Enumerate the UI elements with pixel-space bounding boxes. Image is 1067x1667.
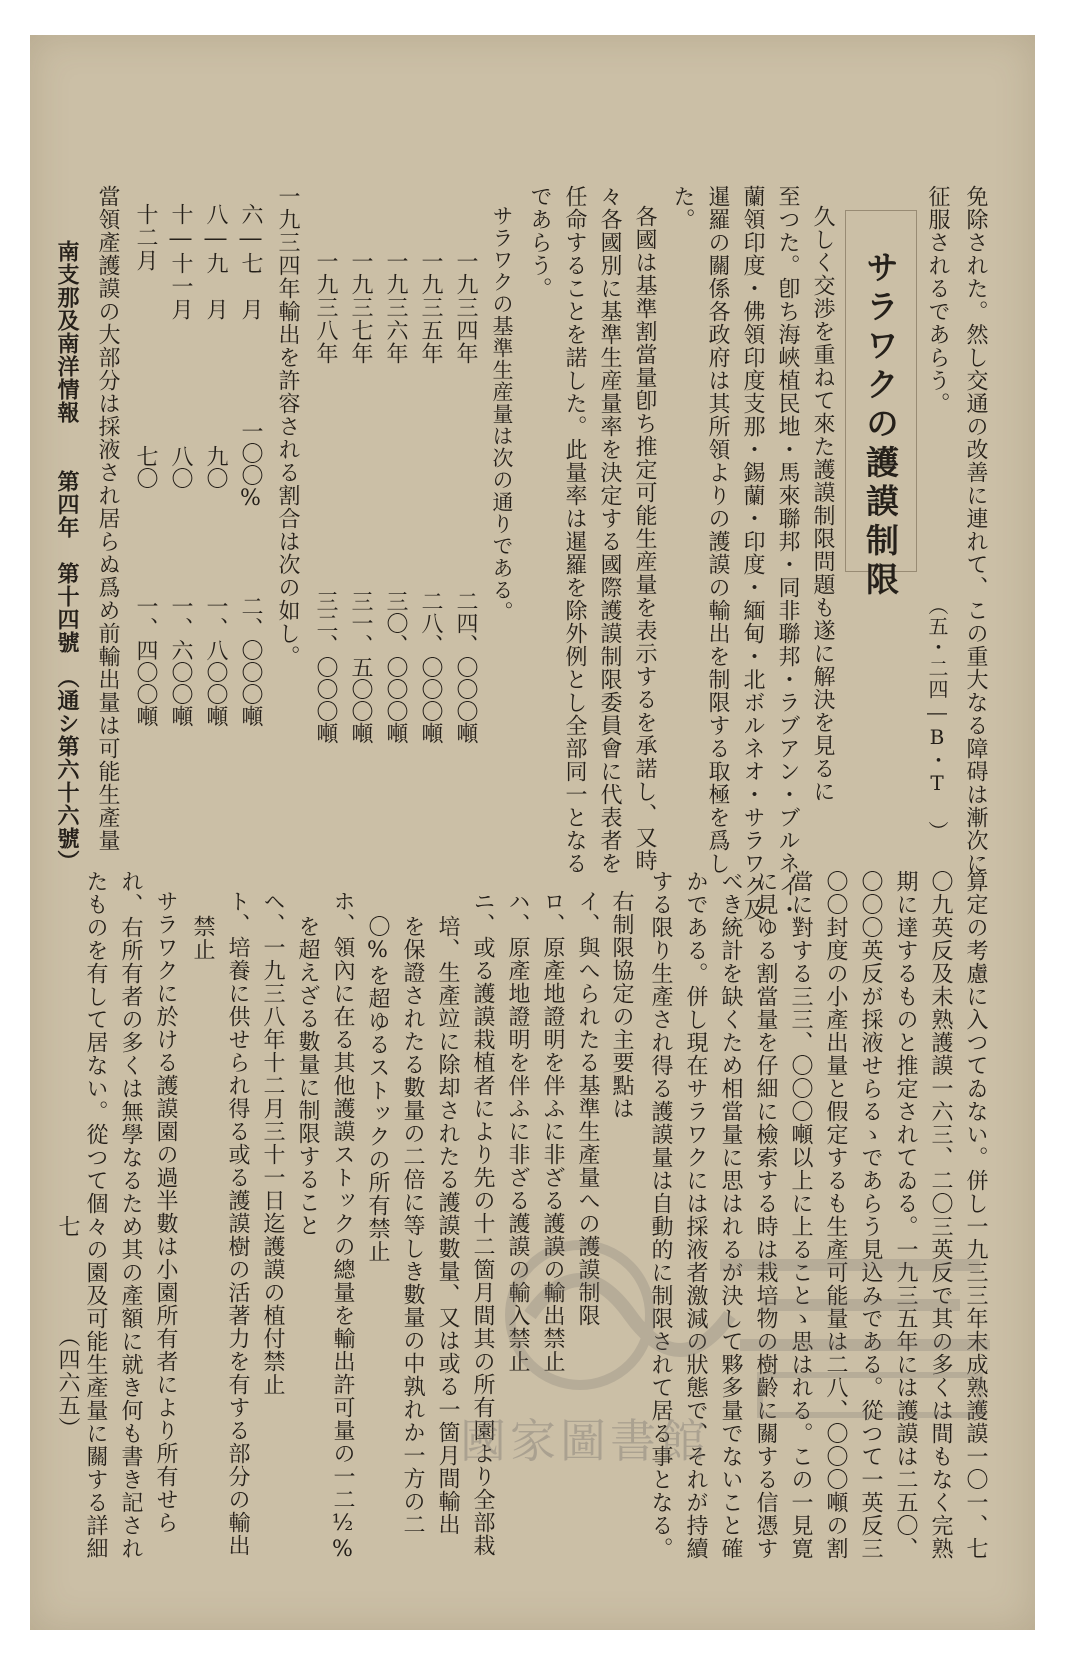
- ratio-pct-2: 九〇: [203, 445, 228, 489]
- ratio-period-4: 十二月: [133, 203, 158, 272]
- rule-ro: ロ、原產地證明を伴ふに非ざる護謨の輸出禁止: [540, 890, 565, 1373]
- ratio-pct-3: 八〇: [168, 445, 193, 489]
- rules-heading: 右制限協定の主要點は: [609, 890, 634, 1120]
- rule-ni-line-2: 培、生產竝に除却されたる護謨數量、又は或る一箇月間輸出: [435, 915, 460, 1536]
- base-year-1935: 一九三五年: [418, 250, 443, 365]
- para2-line-3: 任命することを諾した。此量率は暹羅を除外例とし全部同一となる: [562, 185, 587, 875]
- left-lower-line-1: サラワクに於ける護謨園の過半數は小園所有者により所有せら: [153, 890, 178, 1534]
- left-line-10: する限り生產され得る護謨量は自動的に制限されて居る事となる。: [648, 870, 673, 1560]
- ratio-period-2: 八―九 月: [203, 203, 228, 321]
- source-reference: （五・二四―B・T ）: [925, 595, 949, 842]
- ratio-amount-3: 一、六〇〇噸: [168, 595, 193, 727]
- base-year-1937: 一九三七年: [348, 250, 373, 365]
- para1-line-3: 蘭領印度・佛領印度支那・錫蘭・印度・緬甸・北ボルネオ・サラワク及: [740, 185, 765, 921]
- base-year-1934: 一九三四年: [453, 250, 478, 365]
- rule-to-line-2: 禁止: [190, 915, 215, 961]
- ratio-pct-4: 七〇: [133, 445, 158, 489]
- left-line-8: べき統計を缺くため相當量に思はれるが決して夥多量でないこと確: [718, 870, 743, 1560]
- ratio-amount-4: 一、四〇〇噸: [133, 595, 158, 727]
- ratio-period-1: 六―七 月: [238, 203, 263, 321]
- left-line-5: 〇〇封度の小產出量と假定するも生產可能量は二八、〇〇〇噸の割: [823, 870, 848, 1560]
- left-line-4: 〇〇〇英反が採液せらるゝであらう見込みである。從つて一英反三: [858, 870, 883, 1560]
- issue-info: 第四年 第十四號 （通シ第六十六號）: [54, 470, 80, 873]
- base-intro: サラワクの基準生産量は次の通りである。: [490, 205, 514, 623]
- para2-line-4: であらう。: [527, 185, 552, 300]
- ratio-amount-1: 二、〇〇〇噸: [238, 595, 263, 727]
- rule-he: ヘ、一九三八年十二月三十一日迄護謨の植付禁止: [260, 890, 285, 1396]
- base-amount-1937: 三一、五〇〇噸: [348, 590, 373, 744]
- left-line-2: 〇九英反及未熟護謨一六三、二〇三英反で其の多くは間もなく完熟: [928, 870, 953, 1560]
- left-line-7: に見ゆる割當量を仔細に檢索する時は栽培物の樹齡に關する信憑す: [753, 870, 778, 1560]
- rule-i: イ、與へられたる基準生產量への護謨制限: [575, 890, 600, 1327]
- para1-line-5: た。: [670, 185, 695, 231]
- left-line-6: 當に對する三三、〇〇〇噸以上に上ることゝ思はれる。この一見寛: [788, 870, 813, 1560]
- rule-to-line-1: ト、培養に供せられ得る或る護謨樹の活著力を有する部分の輸出: [225, 890, 250, 1557]
- left-line-9: かである。併し現在サラワクには採液者激減の狀態で、それが持續: [683, 870, 708, 1560]
- left-line-3: 期に達するものと推定されてゐる。一九三五年には護謨は二五〇、: [893, 870, 918, 1560]
- para2-line-1: 各國は基準割當量卽ち推定可能生産量を表示するを承諾し、又時: [632, 205, 657, 872]
- para1-line-1: 久しく交渉を重ねて來た護謨制限問題も遂に解決を見るに: [810, 205, 835, 803]
- base-amount-1935: 二八、〇〇〇噸: [418, 590, 443, 744]
- base-amount-1938: 三二、〇〇〇噸: [313, 590, 338, 744]
- left-lower-line-3: たものを有して居ない。從つて個々の園及可能生產量に關する詳細: [83, 870, 108, 1560]
- left-lower-line-2: れ、右所有者の多くは無學なるため其の產額に就き何も書き記され: [118, 870, 143, 1560]
- magazine-title: 南支那及南洋情報: [54, 240, 80, 424]
- para2-line-2: 々各國別に基準生産量率を決定する國際護謨制限委員會に代表者を: [597, 185, 622, 875]
- rule-ni-line-1: ニ、或る護謨栽植者により先の十二箇月間其の所有園より全部栽: [470, 890, 495, 1557]
- rule-ho-line-2: を超えざる數量に制限すること: [295, 915, 320, 1237]
- para1-line-2: 至つた。卽ち海峽植民地・馬來聯邦・同非聯邦・ラブアン・ブルネイ・: [775, 185, 800, 921]
- document-page: [30, 35, 1035, 1630]
- rule-ni-line-4: 〇%を超ゆるストックの所有禁止: [365, 915, 390, 1263]
- ratio-pct-1: 一〇〇%: [238, 420, 263, 511]
- left-line-1: 算定の考慮に入つてゐない。併し一九三三年末成熟護謨一〇一、七: [963, 870, 988, 1560]
- export-note-line: 當領產護謨の大部分は採液され居らぬ爲め前輸出量は可能生產量: [95, 185, 120, 852]
- base-amount-1936: 三〇、〇〇〇噸: [383, 590, 408, 744]
- base-year-1936: 一九三六年: [383, 250, 408, 365]
- para1-line-4: 暹羅の關係各政府は其所領よりの護謨の輸出を制限する取極を爲し: [705, 185, 730, 875]
- base-amount-1934: 二四、〇〇〇噸: [453, 590, 478, 744]
- library-watermark-text: 國家圖書館: [460, 1414, 710, 1468]
- section-title: サラワクの護謨制限: [861, 250, 900, 601]
- rule-ni-line-3: を保證されたる數量の二倍に等しき數量の中孰れか一方の二: [400, 915, 425, 1536]
- rule-ho-line-1: ホ、領內に在る其他護謨ストックの總量を輸出許可量の一二½%: [330, 890, 355, 1563]
- base-year-1938: 一九三八年: [313, 250, 338, 365]
- page-number: 七: [55, 1215, 80, 1238]
- ratio-intro: 一九三四年輸出を許容される割合は次の如し。: [275, 185, 300, 668]
- ratio-period-3: 十―十一月: [168, 203, 193, 321]
- continuation-line-1: 免除された。然し交通の改善に連れて、この重大なる障碍は漸次に: [963, 185, 988, 875]
- ratio-amount-2: 一、八〇〇噸: [203, 595, 228, 727]
- rule-ha: ハ、原產地證明を伴ふに非ざる護謨の輸入禁止: [505, 890, 530, 1373]
- page-number-total: （四六五）: [55, 1325, 80, 1440]
- continuation-line-2: 征服されるであらう。: [925, 185, 950, 415]
